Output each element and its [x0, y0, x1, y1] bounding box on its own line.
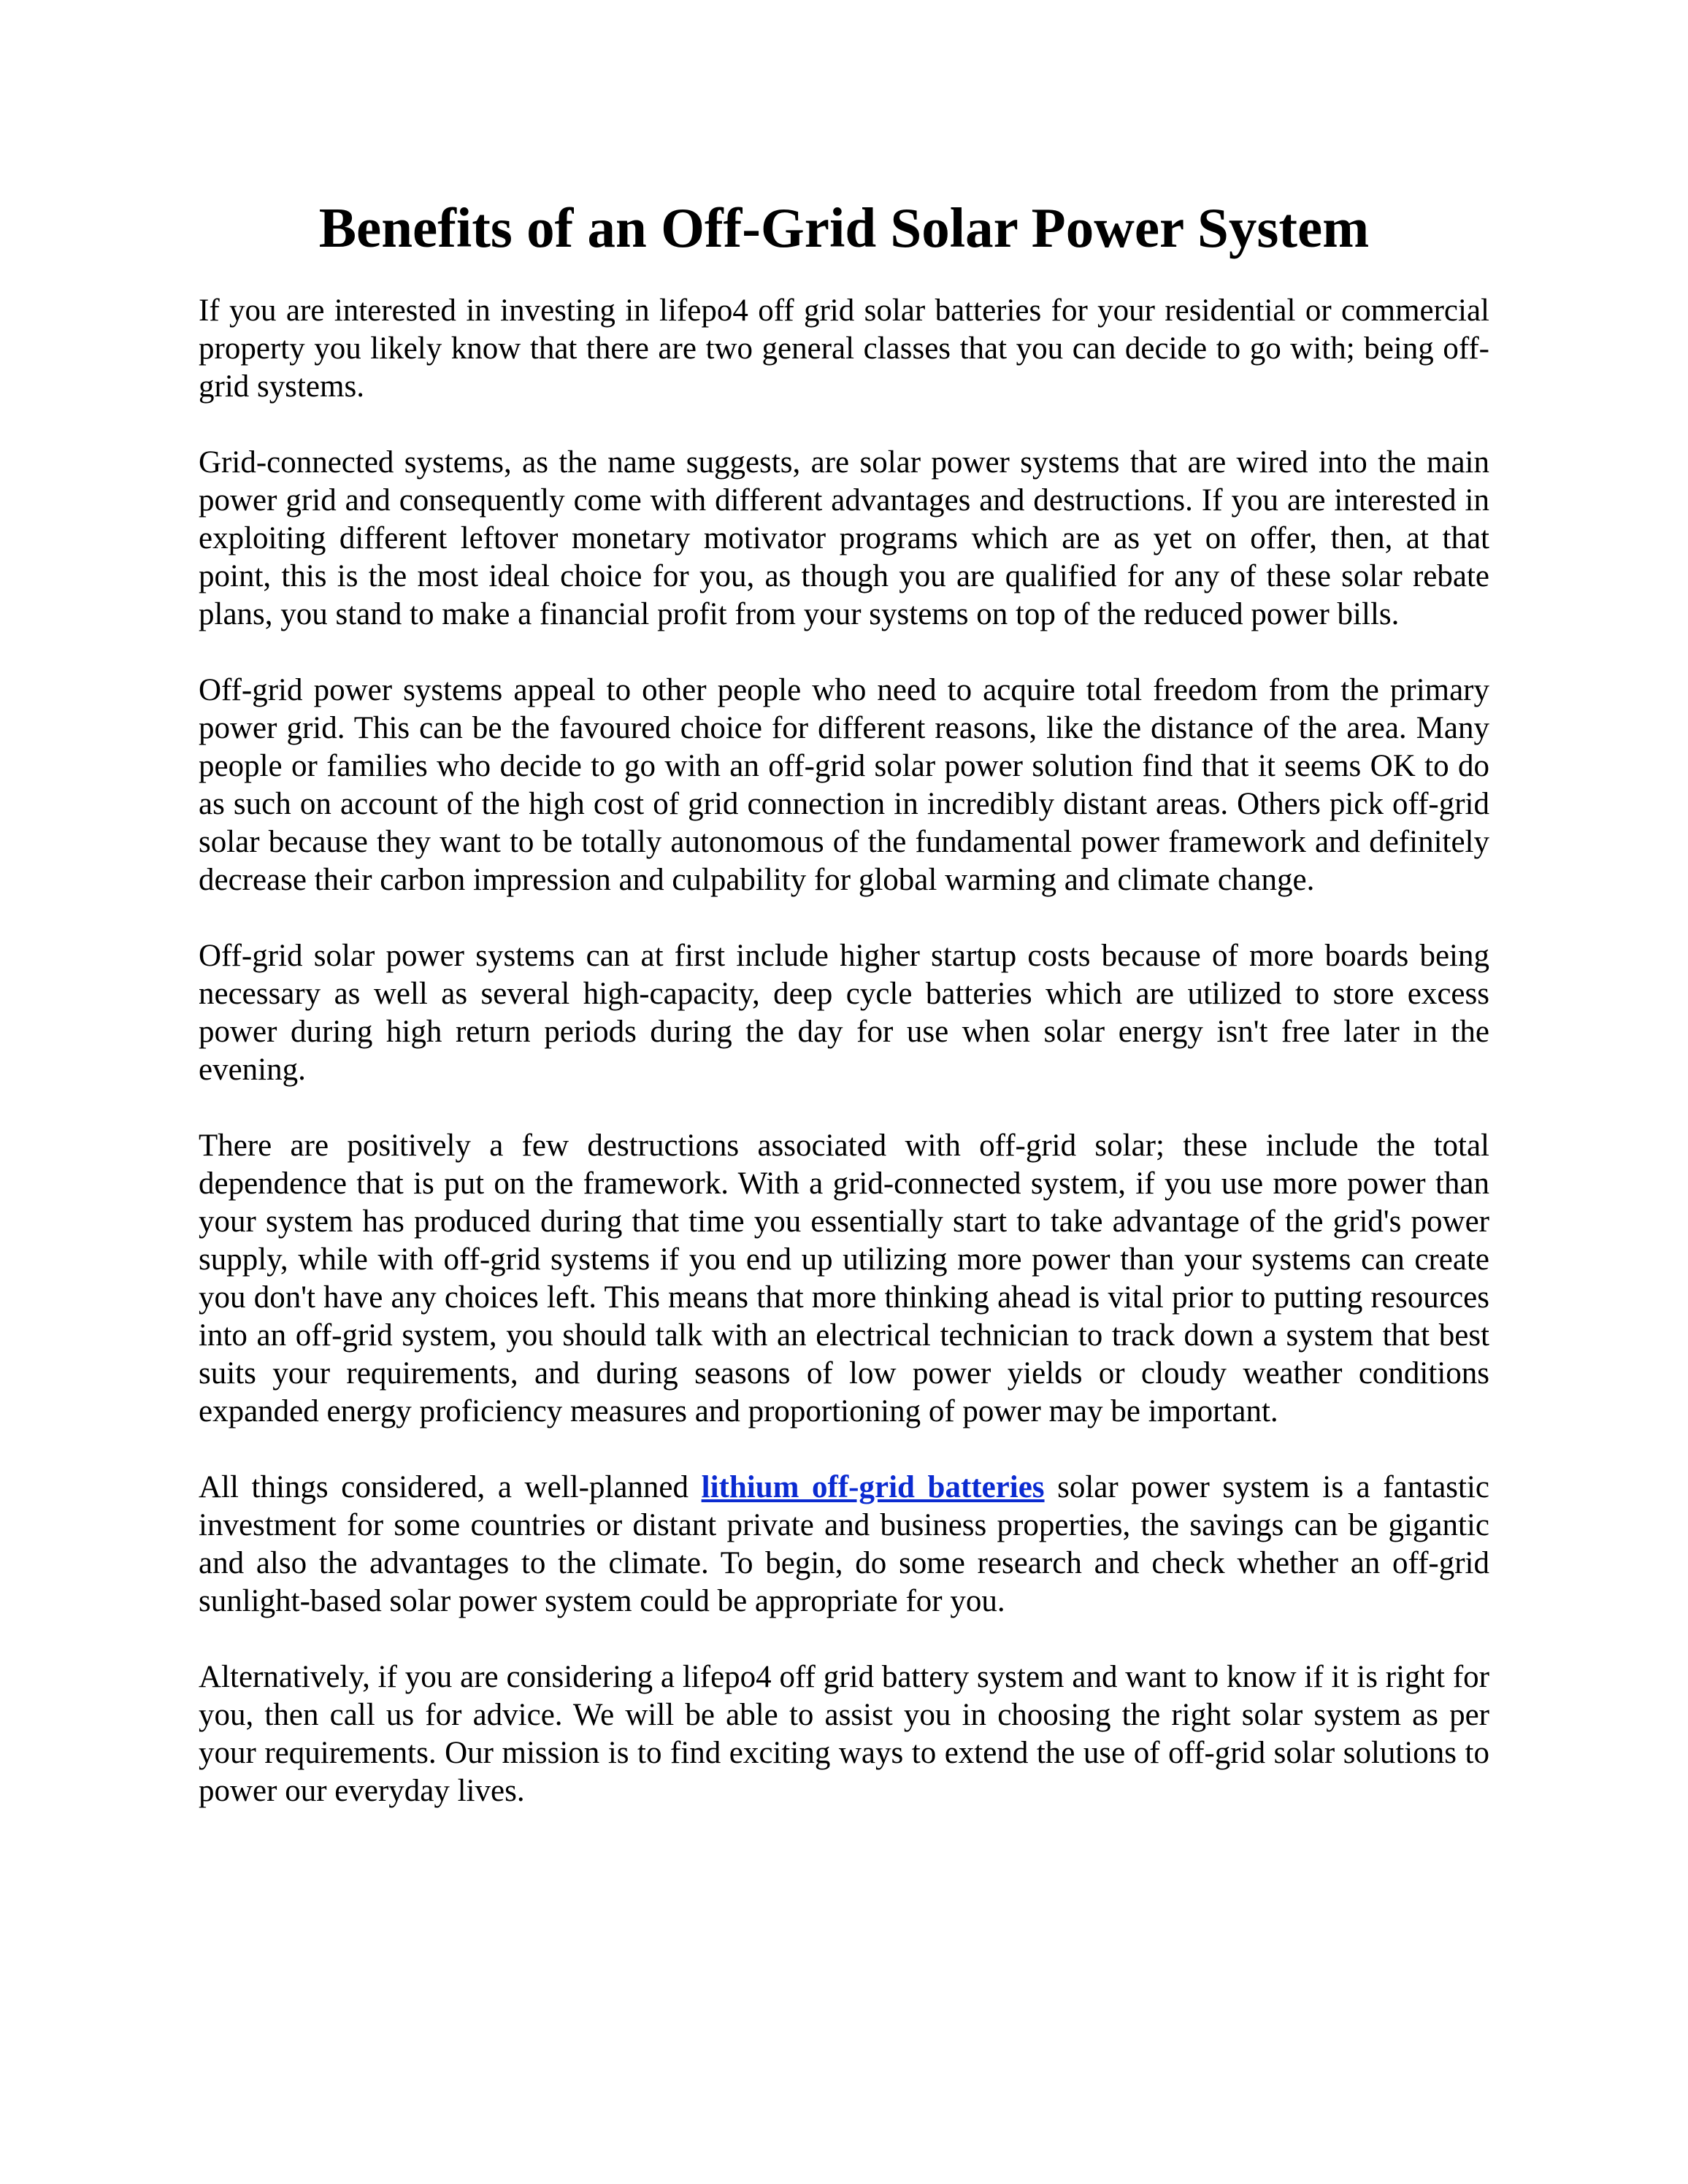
- lithium-batteries-link[interactable]: lithium off-grid batteries: [701, 1470, 1045, 1504]
- paragraph-intro: If you are interested in investing in lifepo4 off grid solar batteries for your residential or commercial property you likely know that there are two general classes that you can decide to go with; being off-grid systems.: [199, 293, 1489, 404]
- conclusion-text-after: solar power system is a fantastic investment for some countries or distant private and business properties, the savings can be gigantic and also the advantages to the climate. To begin, do some research and check whether an off-grid sunlight-based solar power system could be appropriate for you.: [199, 1470, 1490, 1618]
- conclusion-text-before: All things considered, a well-planned: [199, 1470, 702, 1504]
- paragraph-startup-costs: Off-grid solar power systems can at first include higher startup costs because of more boards being necessary as well as several high-capacity, deep cycle batteries which are utilized to store excess power during high return periods during the day for use when solar energy isn't free later in the evening.: [199, 939, 1489, 1087]
- paragraph-destructions: There are positively a few destructions associated with off-grid solar; these include the total dependence that is put on the framework. With a grid-connected system, if you use more power than your system has produced during that time you essentially start to take advantage of the grid's power supply, while with off-grid systems if you end up utilizing more power than your systems can create you don't have any choices left. This means that more thinking ahead is vital prior to putting resources into an off-grid system, you should talk with an electrical technician to track down a system that best suits your requirements, and during seasons of low power yields or cloudy weather conditions expanded energy proficiency measures and proportioning of power may be important.: [199, 1128, 1489, 1429]
- document-body: [199, 292, 1489, 1848]
- paragraph-closing: Alternatively, if you are considering a lifepo4 off grid battery system and want to know if it is right for you, then call us for advice. We will be able to assist you in choosing the right solar system as per your requirements. Our mission is to find exciting ways to extend the use of off-grid solar solutions to power our everyday lives.: [199, 1660, 1489, 1808]
- paragraph-grid-connected: Grid-connected systems, as the name suggests, are solar power systems that are wired into the main power grid and consequently come with different advantages and destructions. If you are interested in exploiting different leftover monetary motivator programs which are as yet on offer, then, at that point, this is the most ideal choice for you, as though you are qualified for any of these solar rebate plans, you stand to make a financial profit from your systems on top of the reduced power bills.: [199, 445, 1489, 631]
- paragraph-off-grid-appeal: Off-grid power systems appeal to other people who need to acquire total freedom from the primary power grid. This can be the favoured choice for different reasons, like the distance of the area. Many people or families who decide to go with an off-grid solar power solution find that it seems OK to do as such on account of the high cost of grid connection in incredibly distant areas. Others pick off-grid solar because they want to be totally autonomous of the fundamental power framework and definitely decrease their carbon impression and culpability for global warming and climate change.: [199, 673, 1489, 897]
- document-title: Benefits of an Off-Grid Solar Power System: [318, 196, 1370, 259]
- paragraph-conclusion: [199, 1469, 1489, 1620]
